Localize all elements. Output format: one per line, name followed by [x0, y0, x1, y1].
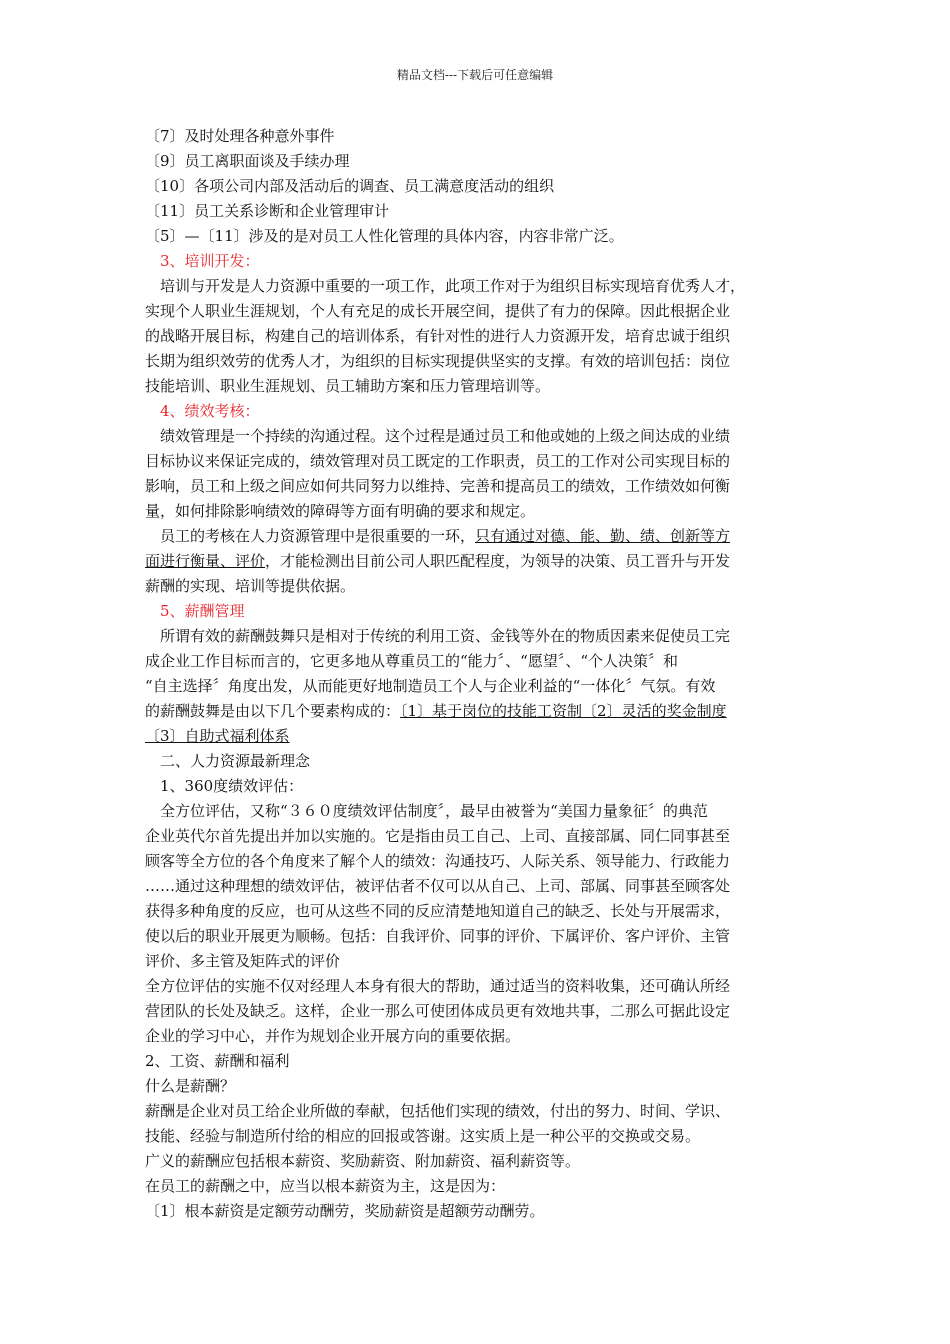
line-text: 广义的薪酬应包括根本薪资、奖励薪资、附加薪资、福利薪资等。	[145, 1152, 581, 1170]
text-line	[145, 524, 810, 549]
text-line	[145, 949, 810, 974]
text-line	[145, 899, 810, 924]
section-heading	[145, 599, 810, 624]
text-line	[145, 149, 810, 174]
text-line	[145, 499, 810, 524]
line-text: 获得多种角度的反应，也可从这些不同的反应清楚地知道自己的缺乏、长处与开展需求，	[145, 902, 731, 920]
text-line	[145, 549, 810, 574]
line-text: 成企业工作目标而言的，它更多地从尊重员工的“能力〞、“愿望〞、“个人决策〞和	[145, 652, 679, 670]
text-line	[145, 1149, 810, 1174]
line-text: 长期为组织效劳的优秀人才，为组织的目标实现提供坚实的支撑。有效的培训包括：岗位	[145, 352, 731, 370]
line-text: 什么是薪酬？	[145, 1077, 236, 1095]
line-text: 全方位评估的实施不仅对经理人本身有很大的帮助，通过适当的资料收集，还可确认所经	[145, 977, 731, 995]
text-line	[145, 474, 810, 499]
line-text: 所谓有效的薪酬鼓舞只是相对于传统的利用工资、金钱等外在的物质因素来促使员工完	[160, 627, 731, 645]
text-line	[145, 749, 810, 774]
underlined-text: 面进行衡量、评价	[145, 552, 266, 570]
text-line	[145, 999, 810, 1024]
line-text: 技能培训、职业生涯规划、员工辅助方案和压力管理培训等。	[145, 377, 551, 395]
text-line	[145, 624, 810, 649]
text-line	[145, 449, 810, 474]
text-line	[145, 924, 810, 949]
line-text: 影响，员工和上级之间应如何共同努力以维持、完善和提高员工的绩效，工作绩效如何衡	[145, 477, 731, 495]
line-text: 薪酬是企业对员工给企业所做的奉献，包括他们实现的绩效，付出的努力、时间、学识、	[145, 1102, 731, 1120]
line-text: 企业的学习中心，并作为规划企业开展方向的重要依据。	[145, 1027, 521, 1045]
line-text: 薪酬的实现、培训等提供依据。	[145, 577, 356, 595]
text-line	[145, 824, 810, 849]
line-text: 培训与开发是人力资源中重要的一项工作，此项工作对于为组织目标实现培育优秀人才，	[160, 277, 746, 295]
line-text: 的薪酬鼓舞是由以下几个要素构成的：	[145, 702, 401, 720]
text-line	[145, 124, 810, 149]
document-body	[145, 124, 810, 1224]
line-text: 企业英代尔首先提出并加以实施的。它是指由员工自己、上司、直接部属、同仁同事甚至	[145, 827, 731, 845]
line-text-tail: ，才能检测出目前公司人职匹配程度，为领导的决策、员工晋升与开发	[265, 552, 731, 570]
line-text: 〔9〕员工离职面谈及手续办理	[145, 152, 350, 170]
section-heading	[145, 249, 810, 274]
text-line	[145, 1074, 810, 1099]
text-line	[145, 774, 810, 799]
line-text: 技能、经验与制造所付给的相应的回报或答谢。这实质上是一种公平的交换或交易。	[145, 1127, 701, 1145]
text-line	[145, 199, 810, 224]
text-line	[145, 1049, 810, 1074]
text-line	[145, 874, 810, 899]
line-text: 二、人力资源最新理念	[160, 752, 311, 770]
text-line	[145, 574, 810, 599]
line-text: 在员工的薪酬之中，应当以根本薪资为主，这是因为：	[145, 1177, 506, 1195]
text-line	[145, 174, 810, 199]
text-line	[145, 724, 810, 749]
line-text: 营团队的长处及缺乏。这样，企业一那么可使团体成员更有效地共事，二那么可据此设定	[145, 1002, 731, 1020]
underlined-text: 〔3〕自助式福利体系	[145, 727, 290, 745]
line-text: 的战略开展目标，构建自己的培训体系，有针对性的进行人力资源开发，培育忠诚于组织	[145, 327, 731, 345]
text-line	[145, 1174, 810, 1199]
text-line	[145, 799, 810, 824]
line-text: 3、培训开发：	[160, 252, 260, 270]
text-line	[145, 349, 810, 374]
text-line	[145, 1024, 810, 1049]
text-line	[145, 1099, 810, 1124]
line-text: 〔5〕—〔11〕涉及的是对员工人性化管理的具体内容，内容非常广泛。	[145, 227, 624, 245]
line-text: 〔10〕各项公司内部及活动后的调查、员工满意度活动的组织	[145, 177, 555, 195]
text-line	[145, 849, 810, 874]
line-text: 评价、多主管及矩阵式的评价	[145, 952, 341, 970]
text-line	[145, 224, 810, 249]
text-line	[145, 424, 810, 449]
line-text: “自主选择〞角度出发，从而能更好地制造员工个人与企业利益的“一体化〞气氛。有效	[145, 677, 716, 695]
text-line	[145, 649, 810, 674]
line-text: 2、工资、薪酬和福利	[145, 1052, 290, 1070]
text-line	[145, 699, 810, 724]
line-text: 使以后的职业开展更为顺畅。包括：自我评价、同事的评价、下属评价、客户评价、主管	[145, 927, 731, 945]
text-line	[145, 324, 810, 349]
text-line	[145, 674, 810, 699]
line-text: 5、薪酬管理	[160, 602, 245, 620]
line-text: 1、360度绩效评估：	[160, 777, 304, 795]
line-text: 〔11〕员工关系诊断和企业管理审计	[145, 202, 390, 220]
underlined-text: 只有通过对德、能、勤、绩、创新等方	[475, 527, 731, 545]
line-text: 顾客等全方位的各个角度来了解个人的绩效：沟通技巧、人际关系、领导能力、行政能力	[145, 852, 731, 870]
text-line	[145, 1199, 810, 1224]
section-heading	[145, 399, 810, 424]
line-text: ……通过这种理想的绩效评估，被评估者不仅可以从自己、上司、部属、同事甚至顾客处	[145, 877, 731, 895]
text-line	[145, 974, 810, 999]
text-line	[145, 1124, 810, 1149]
line-text: 员工的考核在人力资源管理中是很重要的一环，	[160, 527, 476, 545]
text-line	[145, 299, 810, 324]
underlined-text: 〔1〕基于岗位的技能工资制〔2〕灵活的奖金制度	[400, 702, 727, 720]
line-text: 〔1〕根本薪资是定额劳动酬劳，奖励薪资是超额劳动酬劳。	[145, 1202, 545, 1220]
page-header: 精品文档---下载后可任意编辑	[396, 68, 554, 82]
line-text: 实现个人职业生涯规划，个人有充足的成长开展空间，提供了有力的保障。因此根据企业	[145, 302, 731, 320]
line-text: 4、绩效考核：	[160, 402, 260, 420]
line-text: 量，如何排除影响绩效的障碍等方面有明确的要求和规定。	[145, 502, 536, 520]
text-line	[145, 274, 810, 299]
text-line	[145, 374, 810, 399]
line-text: 全方位评估，又称“３６０度绩效评估制度〞，最早由被誉为“美国力量象征〞的典范	[160, 802, 708, 820]
line-text: 目标协议来保证完成的，绩效管理对员工既定的工作职责，员工的工作对公司实现目标的	[145, 452, 731, 470]
line-text: 〔7〕及时处理各种意外事件	[145, 127, 335, 145]
line-text: 绩效管理是一个持续的沟通过程。这个过程是通过员工和他或她的上级之间达成的业绩	[160, 427, 731, 445]
